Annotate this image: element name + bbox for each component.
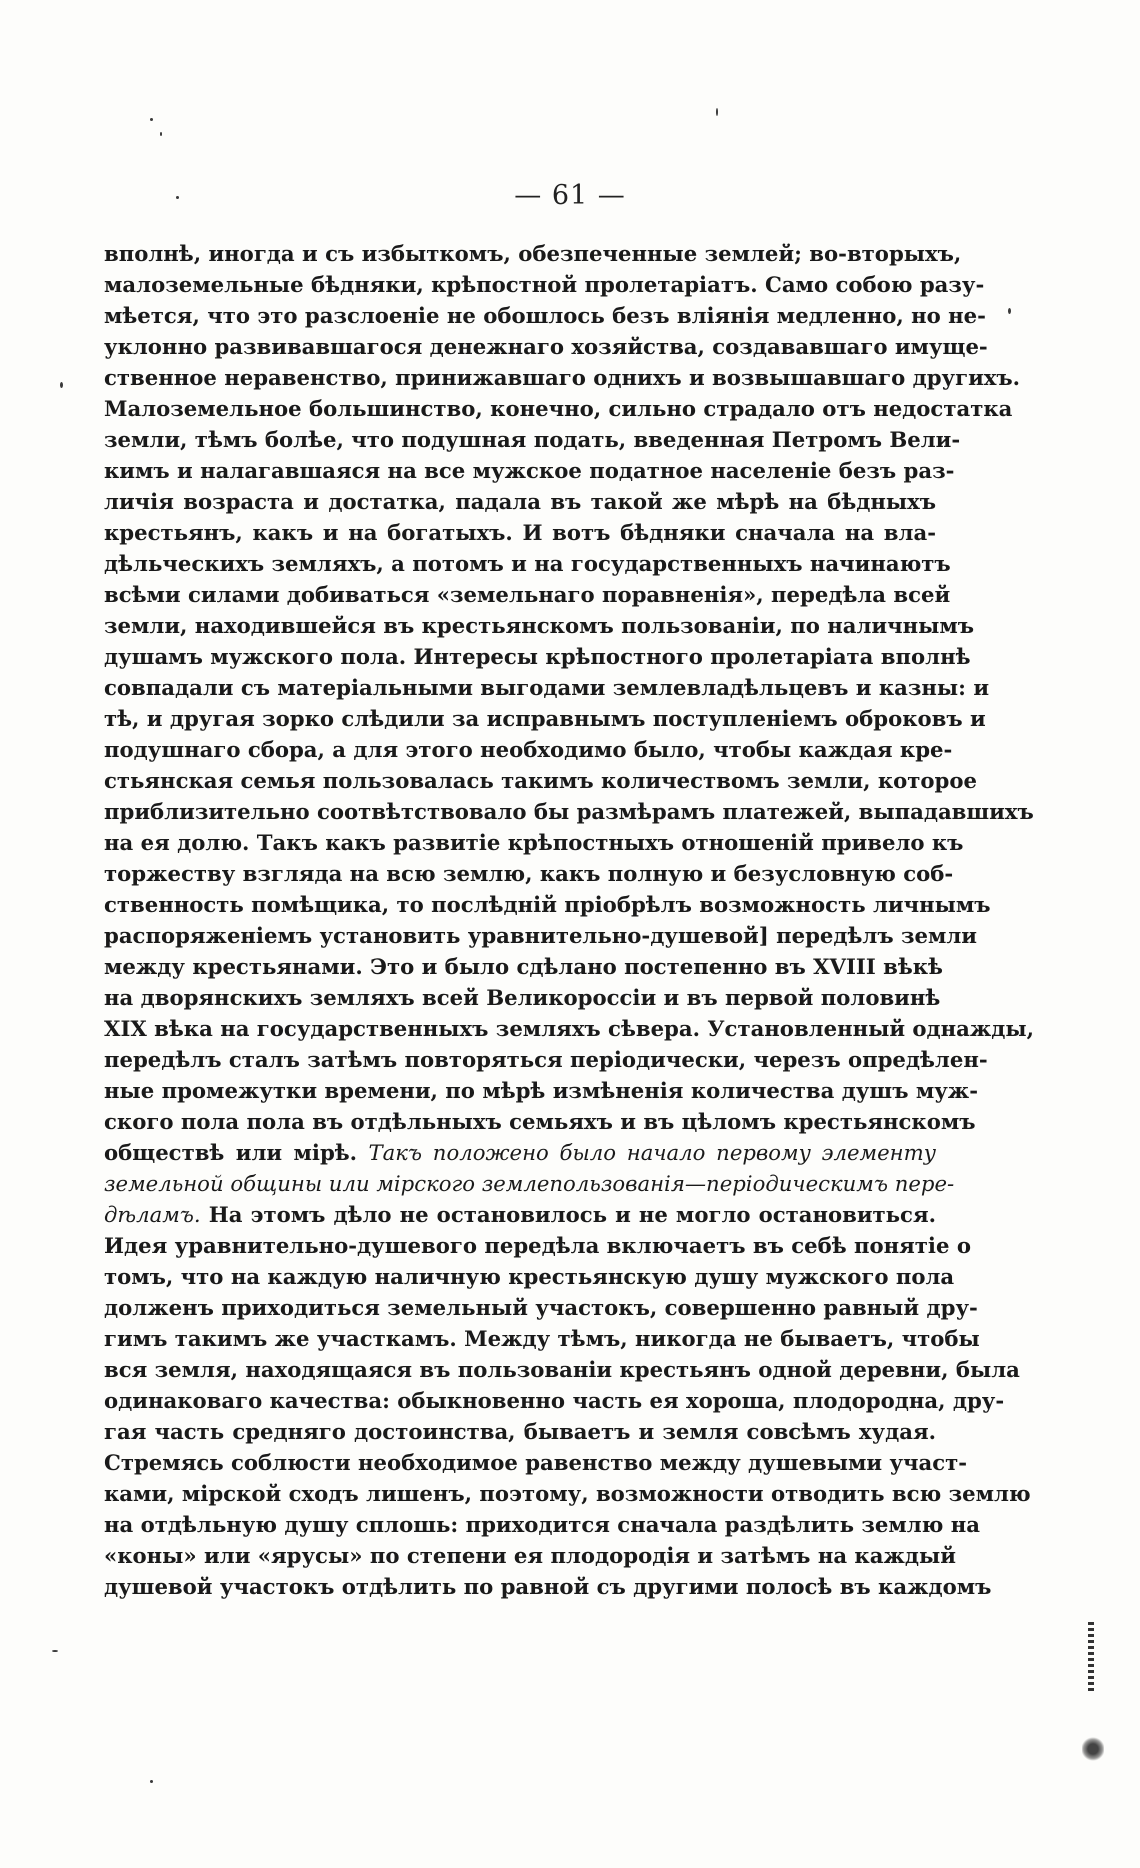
text-line: на отдѣльную душу сплошь: приходится сначала раздѣлить землю на: [104, 1512, 981, 1537]
text-line: вполнѣ, иногда и съ избыткомъ, обезпеченные землей; во-вторыхъ,: [104, 241, 962, 266]
text-line: вся земля, находящаяся въ пользованіи крестьянъ одной деревни, была: [104, 1357, 1020, 1382]
text-line: ные промежутки времени, по мѣрѣ измѣненія количества душъ муж-: [104, 1078, 978, 1103]
text-line: совпадали съ матеріальными выгодами землевладѣльцевъ и казны: и: [104, 675, 990, 700]
text-line: личія возраста и достатка, падала въ такой же мѣрѣ на бѣдныхъ: [104, 489, 936, 514]
text-line: земли, тѣмъ болѣе, что подушная подать, введенная Петромъ Вели-: [104, 427, 961, 452]
text-line: крестьянъ, какъ и на богатыхъ. И вотъ бѣдняки сначала на вла-: [104, 520, 936, 545]
text-line: всѣми силами добиваться «земельнаго поравненія», передѣла всей: [104, 582, 951, 607]
scan-speck: [150, 118, 153, 121]
text-line: долженъ приходиться земельный участокъ, совершенно равный дру-: [104, 1295, 978, 1320]
scan-speck: [1008, 308, 1011, 314]
scan-speck: [150, 1780, 153, 1783]
page-number: — 61 —: [514, 180, 626, 211]
text-line: торжеству взгляда на всю землю, какъ полную и безусловную соб-: [104, 861, 954, 886]
scan-speck: [176, 196, 179, 199]
text-line: Идея уравнительно-душевого передѣла включаетъ въ себѣ понятіе о: [104, 1233, 971, 1258]
text-line: XIX вѣка на государственныхъ земляхъ сѣвера. Установленный однажды,: [104, 1016, 1035, 1041]
text-line: на ея долю. Такъ какъ развитіе крѣпостныхъ отношеній привело къ: [104, 830, 964, 855]
text-line: передѣлъ сталъ затѣмъ повторяться періодически, черезъ опредѣлен-: [104, 1047, 988, 1072]
text-line: одинаковаго качества: обыкновенно часть ея хороша, плодородна, дру-: [104, 1388, 1005, 1413]
text-line: душамъ мужского пола. Интересы крѣпостного пролетаріата вполнѣ: [104, 644, 971, 669]
text-line: ского пола пола въ отдѣльныхъ семьяхъ и въ цѣломъ крестьянскомъ: [104, 1109, 976, 1134]
text-line: мѣется, что это разслоеніе не обошлось безъ вліянія медленно, но не-: [104, 303, 986, 328]
text-line-italic: [104, 1168, 955, 1199]
text-line: ственное неравенство, принижавшаго однихъ и возвышавшаго другихъ.: [104, 365, 1021, 390]
text-line: ственность помѣщика, то послѣдній пріобрѣлъ возможность личнымъ: [104, 892, 991, 917]
text-line: Стремясь соблюсти необходимое равенство между душевыми участ-: [104, 1450, 968, 1475]
text-line: душевой участокъ отдѣлить по равной съ другими полосѣ въ каждомъ: [104, 1574, 992, 1599]
text-line: приблизительно соотвѣтствовало бы размѣрамъ платежей, выпадавшихъ: [104, 799, 1034, 824]
text-line: «коны» или «ярусы» по степени ея плодородія и затѣмъ на каждый: [104, 1543, 956, 1568]
italic-segment: земельной общины или мірского землепользованія—періодическимъ пере-: [104, 1171, 955, 1196]
text-line: распоряженіемъ установить уравнительно-душевой] передѣлъ земли: [104, 923, 978, 948]
text-line: кимъ и налагавшаяся на все мужское податное населеніе безъ раз-: [104, 458, 955, 483]
text-line: между крестьянами. Это и было сдѣлано постепенно въ XVIII вѣкѣ: [104, 954, 943, 979]
scan-speck: [716, 108, 718, 116]
text-line: гимъ такимъ же участкамъ. Между тѣмъ, никогда не бываетъ, чтобы: [104, 1326, 980, 1351]
margin-scan-mark: [1088, 1622, 1094, 1692]
text-line: малоземельные бѣдняки, крѣпостной пролетаріатъ. Само собою разу-: [104, 272, 985, 297]
scan-speck: [60, 382, 63, 388]
text-segment: обществѣ или мірѣ.: [104, 1140, 358, 1165]
text-line: подушнаго сбора, а для этого необходимо было, чтобы каждая кре-: [104, 737, 953, 762]
body-text: [104, 238, 1035, 1602]
text-line: томъ, что на каждую наличную крестьянскую душу мужского пола: [104, 1264, 955, 1289]
text-line: гая часть средняго достоинства, бываетъ и земля совсѣмъ худая.: [104, 1419, 936, 1444]
text-line: ками, мірской сходъ лишенъ, поэтому, возможности отводить всю землю: [104, 1481, 1031, 1506]
text-line: на дворянскихъ земляхъ всей Великороссіи и въ первой половинѣ: [104, 985, 941, 1010]
text-line-mixed: [104, 1199, 936, 1230]
text-line: уклонно развивавшагося денежнаго хозяйства, создававшаго имуще-: [104, 334, 988, 359]
scan-speck: [52, 1650, 58, 1652]
text-line: земли, находившейся въ крестьянскомъ пользованіи, по наличнымъ: [104, 613, 975, 638]
text-segment: На этомъ дѣло не остановилось и не могло остановиться.: [208, 1202, 936, 1227]
text-line: тѣ, и другая зорко слѣдили за исправнымъ поступленіемъ оброковъ и: [104, 706, 986, 731]
text-line: Малоземельное большинство, конечно, сильно страдало отъ недостатка: [104, 396, 1013, 421]
italic-segment: дѣламъ.: [104, 1202, 201, 1227]
text-line: дѣльческихъ земляхъ, а потомъ и на государственныхъ начинаютъ: [104, 551, 951, 576]
text-line: стьянская семья пользовалась такимъ количествомъ земли, которое: [104, 768, 977, 793]
scan-speck: [160, 132, 162, 136]
text-line-mixed: [104, 1137, 936, 1168]
italic-segment: Такъ положено было начало первому элементу: [368, 1140, 936, 1165]
margin-ink-blot: [1082, 1736, 1104, 1762]
